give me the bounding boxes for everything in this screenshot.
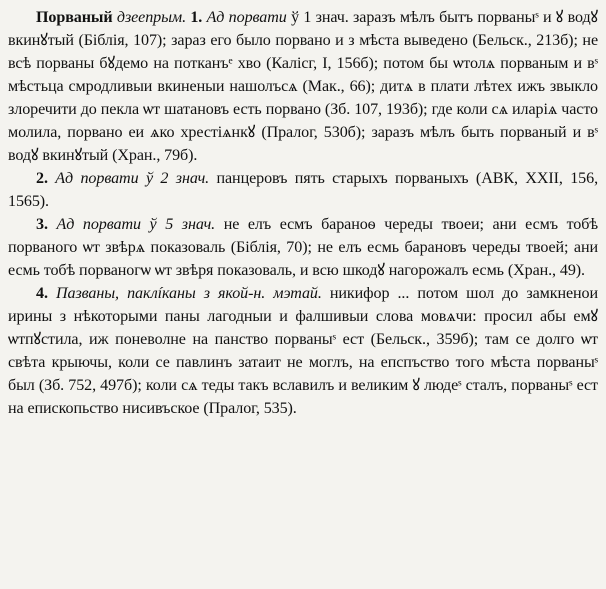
sense-2-source: Ад порвати [55,170,139,187]
sense-4-text: никифор ... потом шол до замкненои ирины з нѣкоторыми паны лагодныи и фалшивыи слова мовѧчи: просил абы емꙋ ѡтпꙋстила, иж поневолне на панство порваныˢ ест (Бельск., 359б); там се долго ѡт свѣта крыючы, коли се павлинъ затаит не моглъ, на епспъство того мѣста порваныˢ был (Зб. 752, 497б); коли сѧ теды такъ вславилъ и великим ꙋ людеˢ сталъ, порваныˢ ест на епископьство нисивъское (Пралог, 535). [8,285,598,417]
sense-1-paragraph [8,6,598,167]
sense-1-text: заразъ мѣлъ бытъ порваныˢ и ꙋ водꙋ вкинꙋтый (Біблія, 107); зараз его было порвано и з мѣста выведено (Бельск., 213б); не всѣ порваны бꙋдемо на потканъᵉ хво (Калісг, І, 156б); потом бы ѡтолѧ порваным и вˢ мѣстьца смродливыи вкиненыи нашолъсѧ (Мак., 66); дитѧ в плати лѣтех ижъ звыкло злоречити до пекла ѡт шатановъ есть порвано (Зб. 107, 193б); где коли сѧ иларіѧ часто молила, порвано еи ѧко хрестіѧнкꙋ (Пралог, 530б); заразъ мѣлъ быть порваный и вˢ водꙋ вкинꙋтый (Хран., 79б). [8,9,598,164]
grammar-label: дзеепрым. [116,9,187,26]
sense-2-ref: ў 2 знач. [145,170,210,187]
sense-1-source: Ад порвати [206,9,287,26]
sense-4-number: 4. [36,285,48,302]
sense-1-ref: ў 1 знач. [291,9,349,26]
sense-1-number: 1. [190,9,203,26]
sense-3-text: не елъ есмъ бараноѳ череды твоеи; ани есмъ тобѣ порваного ѡт звѣрѧ показоваль (Біблія, 70); не елъ есмь барановъ череды твоей; ани есмь тобѣ порваногѡ ѡт звѣря показоваль, и всю шкодꙋ нагорожалъ есмь (Хран., 49). [8,216,598,279]
sense-3-number: 3. [36,216,48,233]
sense-2-paragraph [8,167,598,213]
sense-3-paragraph [8,213,598,282]
sense-4-source: Пазваны, паклíканы з якой-н. мэтай. [55,285,322,302]
sense-3-source: Ад порвати [56,216,141,233]
sense-3-ref: ў 5 знач. [149,216,216,233]
sense-4-paragraph [8,282,598,420]
sense-2-number: 2. [36,170,48,187]
headword: Порваный [36,9,113,26]
sense-2-text: панцеровъ пять старыхъ порваныхъ (АВК, XXII, 156, 1565). [8,170,598,210]
